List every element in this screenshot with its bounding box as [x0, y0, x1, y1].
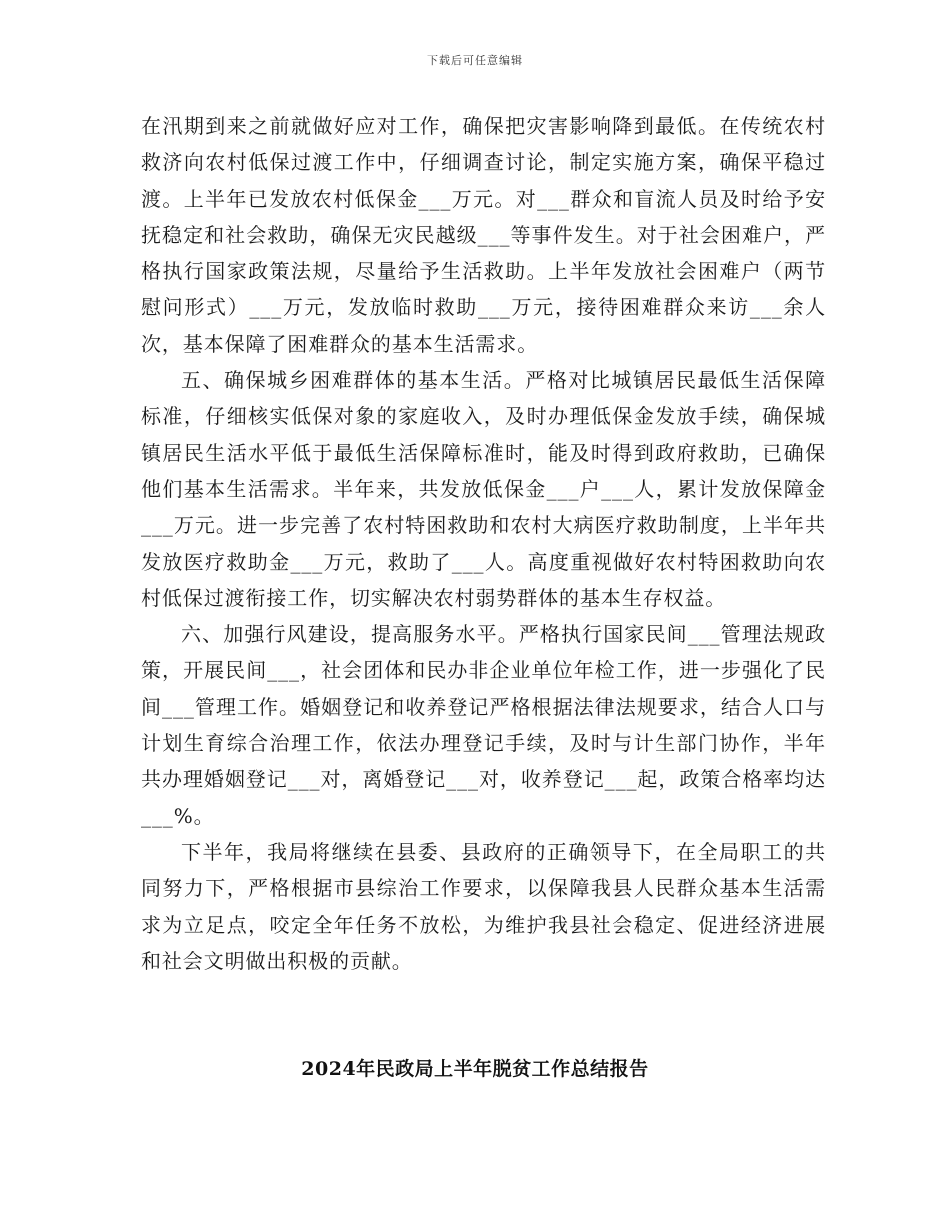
document-body — [141, 108, 826, 979]
paragraph-relief-work: 在汛期到来之前就做好应对工作，确保把灾害影响降到最低。在传统农村救济向农村低保过渡工作中，仔细调查讨论，制定实施方案，确保平稳过渡。上半年已发放农村低保金___万元。对___群众和盲流人员及时给予安抚稳定和社会救助，确保无灾民越级___等事件发生。对于社会困难户，严格执行国家政策法规，尽量给予生活救助。上半年发放社会困难户（两节慰问形式）___万元，发放临时救助___万元，接待困难群众来访___余人次，基本保障了困难群众的基本生活需求。 — [141, 114, 826, 356]
paragraph-section-six: 六、加强行风建设，提高服务水平。严格执行国家民间___管理法规政策，开展民间___，社会团体和民办非企业单位年检工作，进一步强化了民间___管理工作。婚姻登记和收养登记严格根据法律法规要求，结合人口与计划生育综合治理工作，依法办理登记手续，及时与计生部门协作，半年共办理婚姻登记___对，离婚登记___对，收养登记___起，政策合格率均达___%。 — [141, 622, 826, 828]
paragraph-section-five: 五、确保城乡困难群体的基本生活。严格对比城镇居民最低生活保障标准，仔细核实低保对象的家庭收入，及时办理低保金发放手续，确保城镇居民生活水平低于最低生活保障标准时，能及时得到政府救助，已确保他们基本生活需求。半年来，共发放低保金___户___人，累计发放保障金___万元。进一步完善了农村特困救助和农村大病医疗救助制度，上半年共发放医疗救助金___万元，救助了___人。高度重视做好农村特困救助向农村低保过渡衔接工作，切实解决农村弱势群体的基本生存权益。 — [141, 368, 826, 610]
paragraph-second-half-plan: 下半年，我局将继续在县委、县政府的正确领导下，在全局职工的共同努力下，严格根据市县综治工作要求，以保障我县人民群众基本生活需求为立足点，咬定全年任务不放松，为维护我县社会稳定、促进经济进展和社会文明做出积极的贡献。 — [141, 839, 826, 973]
document-title: 2024年民政局上半年脱贫工作总结报告 — [301, 1058, 649, 1080]
page-header: 下载后可任意编辑 — [427, 54, 523, 67]
